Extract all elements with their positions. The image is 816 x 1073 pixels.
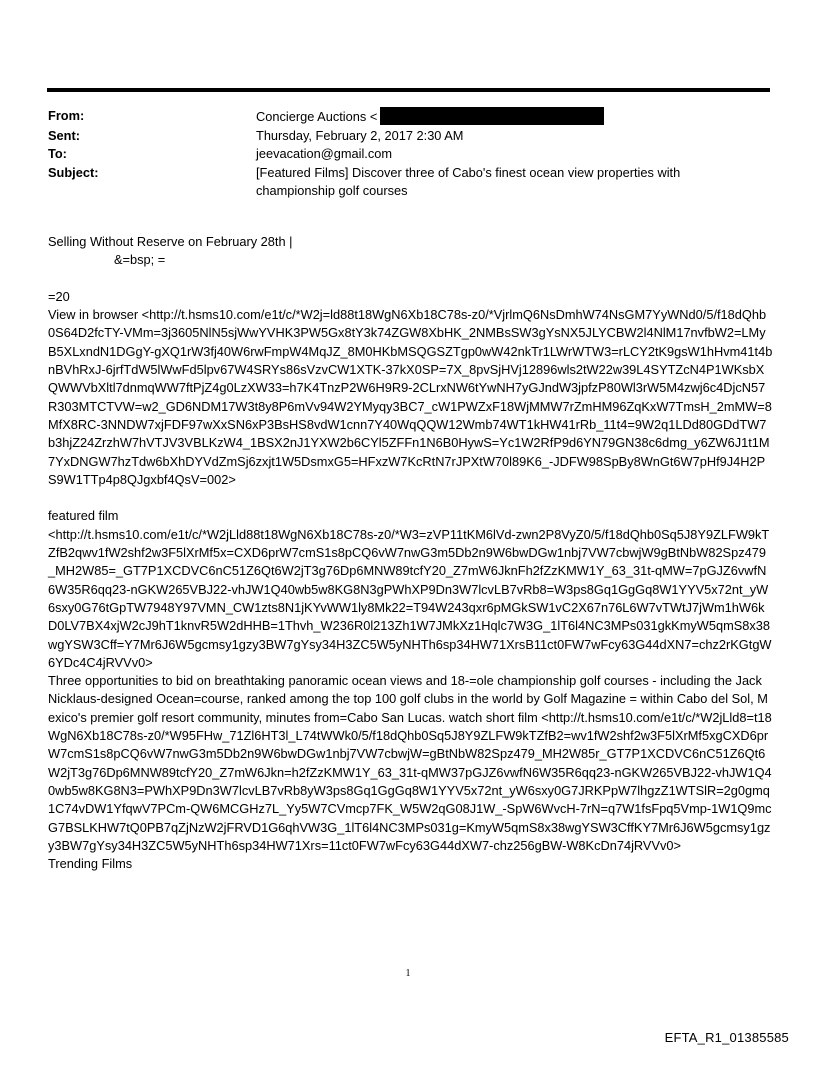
document-id: EFTA_R1_01385585 <box>664 1030 789 1045</box>
from-row <box>48 107 768 127</box>
email-body <box>48 233 773 873</box>
trending-films-label: Trending Films <box>48 856 133 872</box>
spacer <box>48 270 773 288</box>
sent-value: Thursday, February 2, 2017 2:30 AM <box>256 127 464 143</box>
to-value: jeevacation@gmail.com <box>256 146 393 161</box>
featured-film-link[interactable]: <http://t.hsms10.com/e1t/c/*W2jLld88t18WgN6Xb18C78s-z0/*W3=zVP11tKM6lVd-zwn2P8VyZ0/5/f18dQhb0Sq5J8Y9ZLFW9kTZfB2qwv1fW2shf2w3F5lXrMf5x=CXD6prW7cmS1s8pCQ6vW7nwG3m5Db2n9W6bwDGw1nbj7VW7cbwjW9gBtNbW82Spz479_MH2W85=_GT7P1XCDVC6nC51Z6Qt6W2jT3g76Dp6MNW89tcfY20_Z7mW6JknFh2fZzKMW1Y_63_31t-qMW=7pGJZ6vwfN6W35R6qq23-nGKW265VBJ22-vhJW1Q40wb5w8KG8N3gPWhXP9Dn3W7lcvLB7vRb8=W3ps8Gq1GgGq8W1YYV5x72nt_yW6sxy0G76tGpTW7948Y97VMN_CW1zts8N1jKYvWW1ly8Mk22=T94W243qxr6pMGkSW1vC2X67n76L6W7vTWtJ7jWm1hW6kD0LV7BX4xjW2cJ9hT1knvR5W2dHHB=1Thvh_W236R0l213Zh1W7JMkXz1Hqlc7W3G_1lT6l4NC3MPs031gkKmyW5qmS8x38wgYSW3Cff=Y7Mr6J6W5gcmsy1gzy3BW7gYsy34H3ZC5W5yNHTh6sp34HW71XrsB11ct0FW7wFcy63G44dXN7=chz2rKGtgW6YDc4C4jRVVv0> <box>48 526 772 670</box>
view-in-browser-link[interactable]: View in browser <http://t.hsms10.com/e1t/c/*W2j=ld88t18WgN6Xb18C78s-z0/*VjrlmQ6NsDmhW74NsGM7YyWNd0/5/f18dQhb0S64D2fcTY-VMm=3j3605NlN5sjWwYVHK3PW5Gx8tY3k74ZGW8XbHK_2NMBsSW3gYsNX5JLYCBW2l4NlM17nvfbW2=LMyB5XLxndN1DGgY-gXQ1rW3fj40W6rwFmpW4MqJZ_8M0HKbMSQGSZTgp0wW42nkTr1LWrWTW3=rLCY2tK9gsW1hHvm41t4bnBVhRxJ-6jrfTdW5lWwFd5lpv67W4SRYs86sVzvCW1XTK-37kX0SP=7X_8pvSjHVj12896wls2tW22w39L4SYTZcN4P1WKsbXQWWVbXltl7dnmqWW7ftPjZ4g0LzXW33=h7K4TnzP2W6H9R9-2CLrxNW6tYwNH7yGJndW3jpfzP80Wl3rW5M4zwj6c4DjcN57R303MTCTVW=w2_GD6NDM17W3t8y8P6mVv94W2YMyqy3BC7_cW1PWZxF18WjMMW7rZmHM96ZqKxW7TmsH_2mMW=8MfX8RC-3NNDW7xjFDF97wXxSN6xP3BsHS8vdW1cnn7Y40WqQQW12Wmb74WT1kHW41rRb_11t4=9W2q1LDd80GDdTW7b3hjZ24ZrzhW7hVTJV3VBLKzW4_1BSX2nJ1YXW2b6CYl5ZFFn1N6B0HywS=Yc1W2RfP9d6YN79GN38c6dmg_y6ZW6J1t1M7YxDNGW7hzTdw6bXhDYVdZmSj6zxjt1W5DsmxG5=HFxzW7KcRtN7rJPXtW70l89K6_-JDFW98SpBy8WnGt6W7pHf9J4H2PS9W1TTp4p8QJgxbf4QsV=002> <box>48 307 773 487</box>
description-paragraph: Three opportunities to bid on breathtaking panoramic ocean views and 18-=ole championship golf courses - including the Jack Nicklaus-designed Ocean=course, ranked among the top 100 golf clubs in the world by Golf Magazine = within Cabo del Sol, Mexico's premier golf resort community, minutes from=Cabo San Lucas. watch short film <http://t.hsms10.com/e1t/c/*W2jLld8=t18WgN6Xb18C78s-z0/*W95FHw_71Zl6HT3l_L74tWWk0/5/f18dQhb0Sq5J8Y9ZLFW9kTZfB2=wv1fW2shf2w3F5lXrMf5xgCXD6prW7cmS1s8pCQ6vW7nwG3m5Db2n9W6bwDGw1nbj7VW7cbwjW=gBtNbW82Spz479_MH2W85r_GT7P1XCDVC6nC51Z6Qt6W2jT3g76Dp6MNW89tcfY20_Z7mW6Jkn=h2fZzKMW1Y_63_31t-qMW37pGJZ6vwfN6W35R6qq23-nGKW265VBJ22-vhJW1Q40wb5w8KG8N3=PWhXP9Dn3W7lcvLB7vRb8yW3ps8Gq1GgGq8W1YYV5x72nt_yW6sxy0G7JRKPpW7lhgzZ1WTSlR=2g0gmq1C74vDW1YfqwV7PCm-QW6MCGHz7L_Yy5W7CVmcp7FK_W5W2qG08J1W_-SpW6WvcH-7rN=q7W1fsFpq5Vmp-1W1Q9mcG7BSLKHW7tQ0PB7qZjNzW2jFRVD1G6qhVW3G_1lT6l4NC3MPs031g=KmyW5qmS8x38wgYSW3CffKY7Mr6J6W5gcmsy1gzy3BW7gYsy34H3ZC5W5yNHTh6sp34HW71Xrs=11ct0FW7wFcy63G44dXW7-chz256gBW-W8KcDn74jRVVv0> <box>48 673 772 853</box>
body-line-selling: Selling Without Reserve on February 28th | <box>48 234 293 249</box>
from-sender: Concierge Auctions < <box>256 109 378 124</box>
to-row <box>48 145 768 164</box>
header-rule <box>47 88 770 92</box>
redaction-box <box>380 107 604 125</box>
from-label: From: <box>48 108 85 123</box>
sent-label: Sent: <box>48 127 80 143</box>
featured-film-label: featured film <box>48 508 119 524</box>
subject-value: [Featured Films] Discover three of Cabo's finest ocean view properties with championship golf courses <box>256 164 681 198</box>
spacer <box>48 489 773 507</box>
body-line-entity: &=bsp; = <box>114 252 166 268</box>
body-line-20: =20 <box>48 288 70 304</box>
from-value <box>256 107 706 127</box>
to-label: To: <box>48 146 67 161</box>
subject-label: Subject: <box>48 164 99 180</box>
subject-row <box>48 164 768 201</box>
page-number: 1 <box>405 968 411 979</box>
email-header <box>48 107 768 201</box>
sent-row <box>48 127 768 146</box>
